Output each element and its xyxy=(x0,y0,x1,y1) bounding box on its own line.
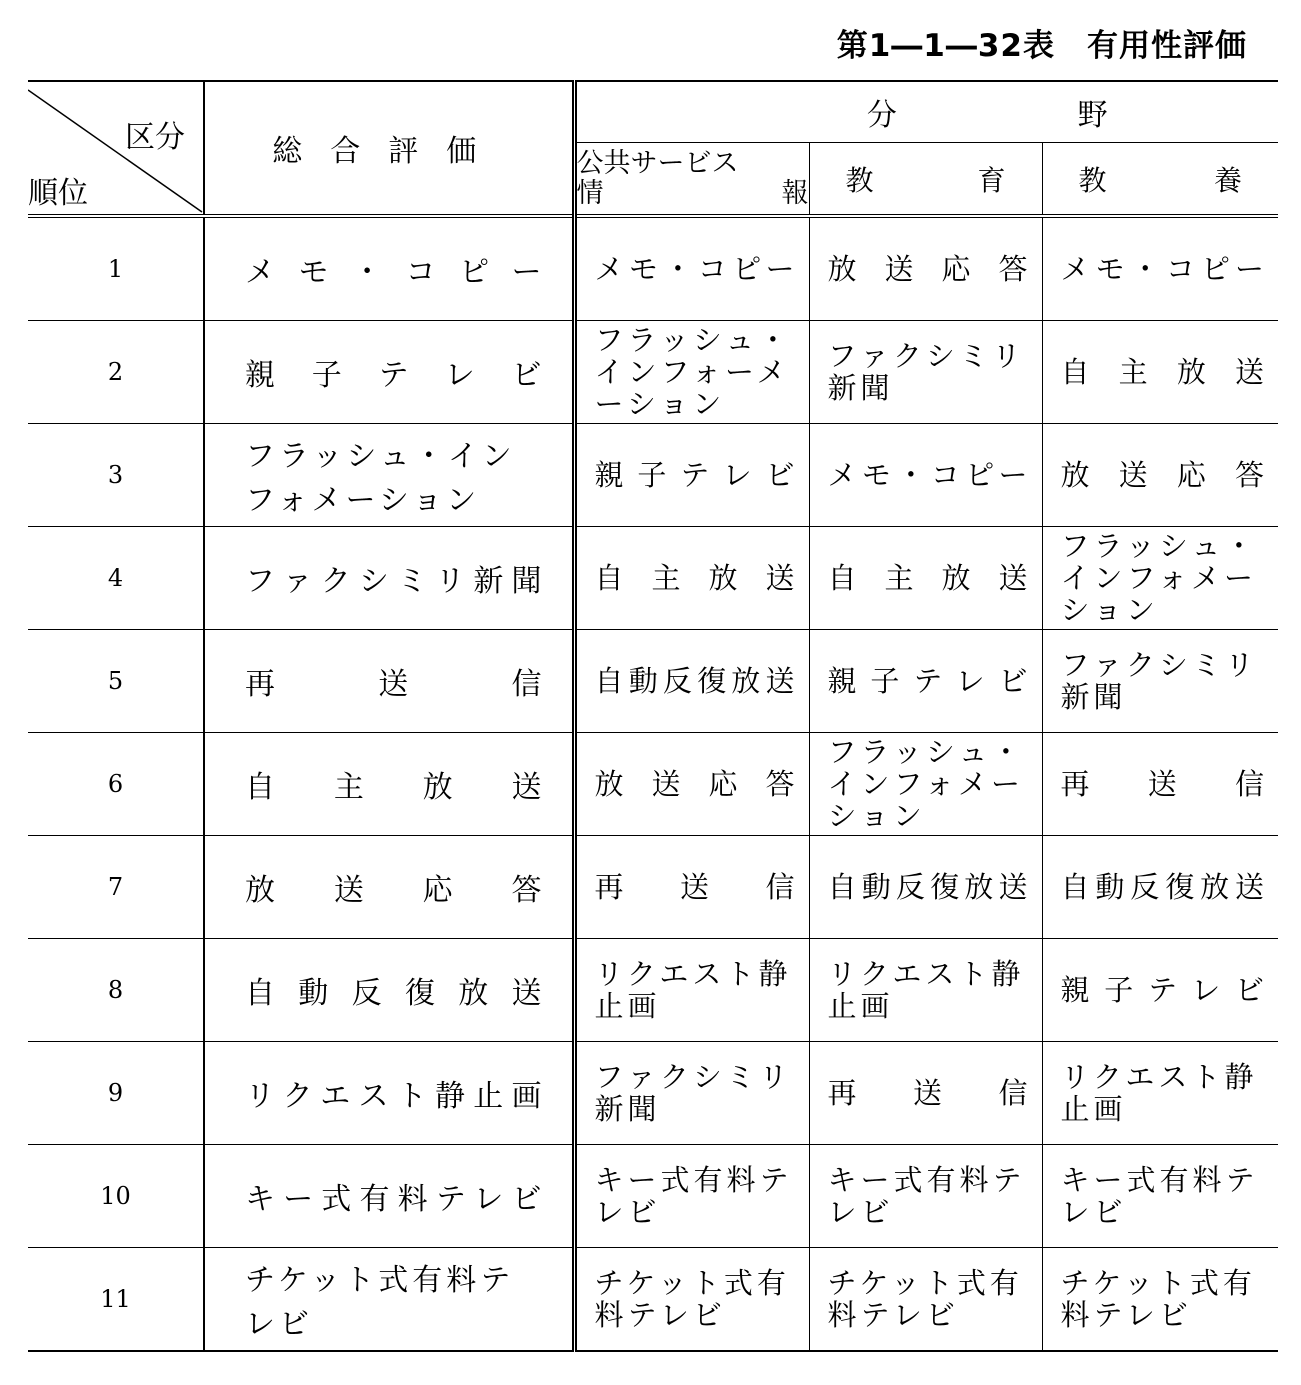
total-cell xyxy=(204,733,574,836)
education-cell-text: ファクシミリ新聞 xyxy=(827,339,1025,405)
total-cell-text: チケット式有料テレビ xyxy=(245,1263,515,1342)
field-label-left: 分 xyxy=(866,98,897,134)
culture-cell xyxy=(1042,1145,1278,1248)
rank-cell: 1 xyxy=(28,216,204,321)
education-cell xyxy=(809,424,1042,527)
table-row xyxy=(28,216,1278,321)
public-cell-text: 自主放送 xyxy=(594,561,795,595)
public-cell xyxy=(574,1248,809,1352)
education-cell-text: チケット式有料テレビ xyxy=(827,1266,1023,1332)
culture-cell xyxy=(1042,733,1278,836)
education-cell-text: 自動反復放送 xyxy=(827,870,1028,904)
rank-cell: 4 xyxy=(28,527,204,630)
public-cell xyxy=(574,836,809,939)
education-cell xyxy=(809,939,1042,1042)
culture-cell xyxy=(1042,939,1278,1042)
rank-cell: 5 xyxy=(28,630,204,733)
education-cell xyxy=(809,836,1042,939)
culture-cell-text: 自主放送 xyxy=(1060,355,1265,389)
culture-cell-text: フラッシュ・インフォメーション xyxy=(1060,529,1258,627)
rank-cell: 9 xyxy=(28,1042,204,1145)
public-cell xyxy=(574,321,809,424)
public-cell-text: フラッシュ・インフォーメーション xyxy=(594,323,792,421)
rank-cell: 8 xyxy=(28,939,204,1042)
culture-cell-text: 再送信 xyxy=(1060,767,1265,801)
total-evaluation-header: 総合評価 xyxy=(204,81,574,216)
public-cell xyxy=(574,216,809,321)
public-cell xyxy=(574,939,809,1042)
public-cell xyxy=(574,527,809,630)
total-cell xyxy=(204,216,574,321)
culture-cell xyxy=(1042,1248,1278,1352)
public-cell-text: チケット式有料テレビ xyxy=(594,1266,790,1332)
table-header xyxy=(28,81,1278,216)
education-cell xyxy=(809,1248,1042,1352)
field-label-right: 野 xyxy=(1077,98,1108,134)
public-cell-text: 自動反復放送 xyxy=(594,664,795,698)
public-header-line1: 公共サービス xyxy=(576,147,739,179)
table-row xyxy=(28,321,1278,424)
rank-cell: 7 xyxy=(28,836,204,939)
table-body xyxy=(28,216,1278,1351)
rank-cell: 3 xyxy=(28,424,204,527)
culture-cell xyxy=(1042,527,1278,630)
culture-cell-text: 放送応答 xyxy=(1060,458,1265,492)
education-cell-text: 自主放送 xyxy=(827,561,1028,595)
total-cell xyxy=(204,1248,574,1352)
education-cell xyxy=(809,527,1042,630)
education-header-a: 教 xyxy=(845,163,874,197)
table-row xyxy=(28,1248,1278,1352)
education-cell xyxy=(809,1145,1042,1248)
culture-header-b: 養 xyxy=(1214,163,1243,197)
rank-cell: 2 xyxy=(28,321,204,424)
culture-header xyxy=(1042,143,1278,216)
education-header xyxy=(809,143,1042,216)
public-info-header xyxy=(574,143,809,216)
rank-label: 順位 xyxy=(28,176,88,211)
public-cell xyxy=(574,424,809,527)
table-row xyxy=(28,630,1278,733)
education-cell-text: メモ・コピー xyxy=(827,458,1028,492)
total-cell xyxy=(204,1145,574,1248)
total-cell xyxy=(204,424,574,527)
culture-cell-text: キー式有料テレビ xyxy=(1060,1163,1259,1229)
public-cell-text: リクエスト静止画 xyxy=(594,957,792,1023)
culture-cell xyxy=(1042,836,1278,939)
rank-cell: 11 xyxy=(28,1248,204,1352)
total-cell xyxy=(204,836,574,939)
culture-cell xyxy=(1042,424,1278,527)
culture-cell-text: リクエスト静止画 xyxy=(1060,1060,1258,1126)
public-cell xyxy=(574,1145,809,1248)
total-cell-text: 自主放送 xyxy=(245,770,542,805)
education-cell xyxy=(809,321,1042,424)
field-header xyxy=(574,81,1278,143)
category-label: 区分 xyxy=(125,120,185,155)
culture-cell-text: メモ・コピー xyxy=(1060,252,1265,286)
culture-cell xyxy=(1042,1042,1278,1145)
culture-cell xyxy=(1042,216,1278,321)
public-cell xyxy=(574,1042,809,1145)
education-cell xyxy=(809,216,1042,321)
public-cell-text: 再送信 xyxy=(594,870,795,904)
culture-cell-text: チケット式有料テレビ xyxy=(1060,1266,1256,1332)
total-cell xyxy=(204,321,574,424)
table-row xyxy=(28,733,1278,836)
education-cell-text: リクエスト静止画 xyxy=(827,957,1025,1023)
public-cell-text: 放送応答 xyxy=(594,767,795,801)
table-row xyxy=(28,424,1278,527)
culture-cell-text: ファクシミリ新聞 xyxy=(1060,648,1258,714)
table-row xyxy=(28,1042,1278,1145)
table-row xyxy=(28,1145,1278,1248)
culture-cell xyxy=(1042,630,1278,733)
usefulness-table xyxy=(28,80,1278,1352)
total-cell-text: メモ・コピー xyxy=(245,255,542,290)
public-cell-text: ファクシミリ新聞 xyxy=(594,1060,792,1126)
education-cell-text: 再送信 xyxy=(827,1076,1028,1110)
total-cell-text: ファクシミリ新聞 xyxy=(245,564,542,599)
education-cell xyxy=(809,1042,1042,1145)
table-row xyxy=(28,939,1278,1042)
education-cell-text: フラッシュ・インフォメーション xyxy=(827,735,1025,833)
total-cell-text: 再送信 xyxy=(245,667,542,702)
total-cell-text: リクエスト静止画 xyxy=(245,1079,542,1114)
culture-cell xyxy=(1042,321,1278,424)
total-cell xyxy=(204,1042,574,1145)
culture-cell-text: 親子テレビ xyxy=(1060,973,1265,1007)
education-cell xyxy=(809,630,1042,733)
public-cell xyxy=(574,733,809,836)
corner-header xyxy=(28,81,204,216)
education-header-b: 育 xyxy=(977,163,1006,197)
total-cell-text: 放送応答 xyxy=(245,873,542,908)
public-cell xyxy=(574,630,809,733)
total-cell xyxy=(204,527,574,630)
total-cell-text: 自動反復放送 xyxy=(245,976,542,1011)
culture-cell-text: 自動反復放送 xyxy=(1060,870,1265,904)
total-cell xyxy=(204,939,574,1042)
education-cell-text: 放送応答 xyxy=(827,252,1028,286)
rank-cell: 6 xyxy=(28,733,204,836)
total-cell-text: キー式有料テレビ xyxy=(245,1182,542,1217)
total-cell-text: フラッシュ・インフォメーション xyxy=(245,439,516,518)
education-cell-text: キー式有料テレビ xyxy=(827,1163,1026,1229)
rank-cell: 10 xyxy=(28,1145,204,1248)
table-title: 第1―1―32表 有用性評価 xyxy=(836,28,1247,64)
public-cell-text: キー式有料テレビ xyxy=(594,1163,793,1229)
public-header-line2: 情 報 xyxy=(576,177,809,209)
education-cell-text: 親子テレビ xyxy=(827,664,1028,698)
public-cell-text: 親子テレビ xyxy=(594,458,795,492)
education-cell xyxy=(809,733,1042,836)
table-row xyxy=(28,527,1278,630)
total-cell-text: 親子テレビ xyxy=(245,358,542,393)
total-cell xyxy=(204,630,574,733)
table-row xyxy=(28,836,1278,939)
culture-header-a: 教 xyxy=(1078,163,1107,197)
public-cell-text: メモ・コピー xyxy=(594,252,795,286)
